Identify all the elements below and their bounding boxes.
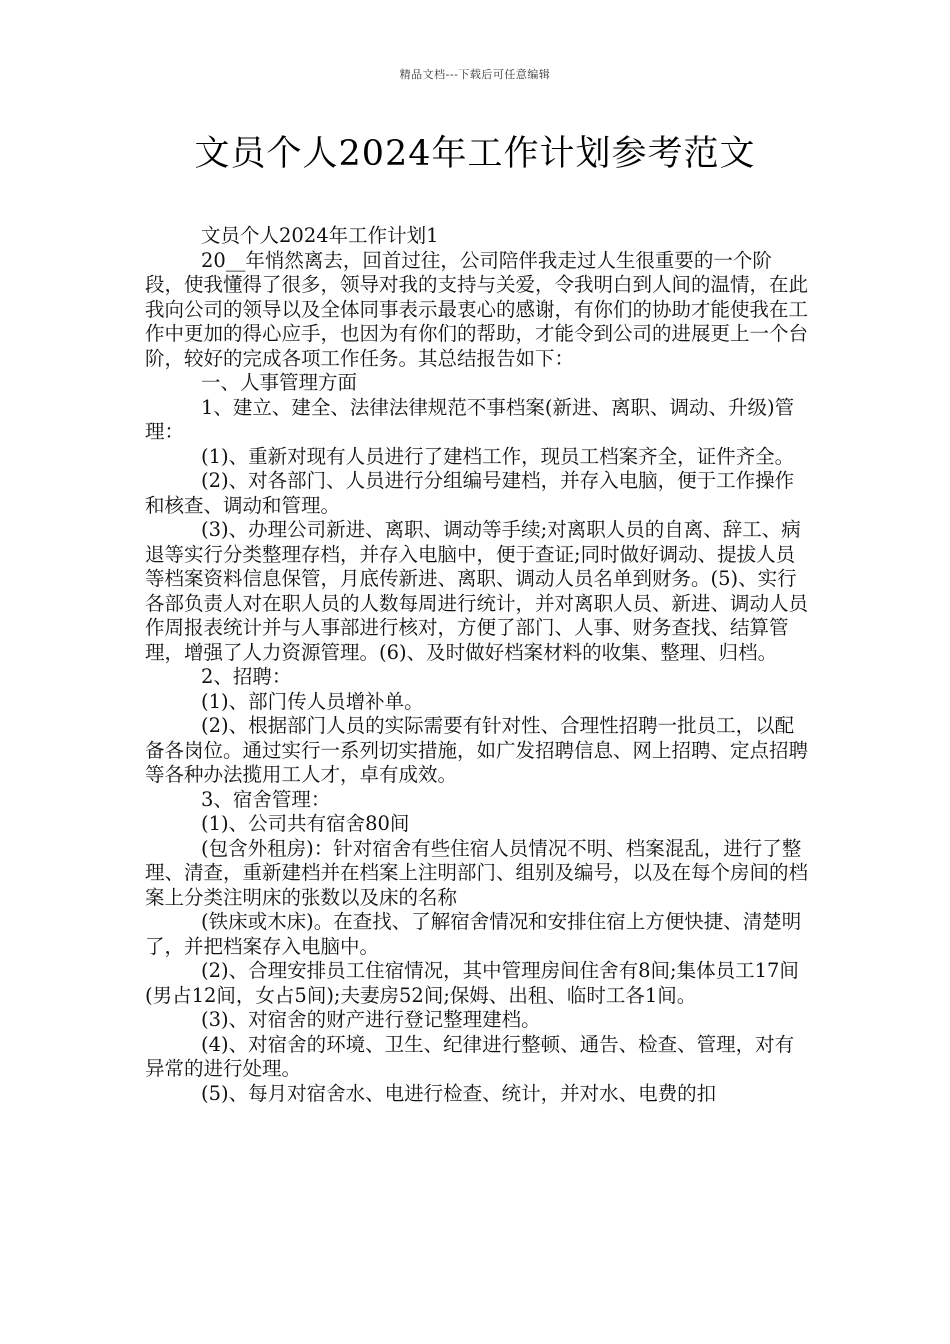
section-heading: 2、招聘： (201, 665, 292, 688)
paragraph: (包含外租房)：针对宿舍有些住宿人员情况不明、档案混乱，进行了整理、清查，重新建档并在档案上注明部门、组别及编号，以及在每个房间的档案上分类注明床的张数以及床的名称 (145, 836, 809, 909)
section-heading: 文员个人2024年工作计划1 (201, 224, 439, 247)
paragraph: (2)、根据部门人员的实际需要有针对性、合理性招聘一批员工，以配备各岗位。通过实行一系列切实措施，如广发招聘信息、网上招聘、定点招聘等各种办法揽用工人才，卓有成效。 (145, 714, 809, 786)
header-note: 精品文档---下载后可任意编辑 (399, 68, 551, 81)
section-heading: 一、人事管理方面 (201, 371, 358, 394)
document-title: 文员个人2024年工作计划参考范文 (194, 134, 756, 174)
paragraph: (2)、合理安排员工住宿情况，其中管理房间住舍有8间;集体员工17间(男占12间，女占5间);夫妻房52间;保姆、出租、临时工各1间。 (145, 959, 799, 1007)
paragraph: (铁床或木床)。在查找、了解宿舍情况和安排住宿上方便快捷、清楚明了，并把档案存入电脑中。 (145, 910, 802, 958)
paragraph: (3)、对宿舍的财产进行登记整理建档。 (201, 1008, 541, 1031)
paragraph: (3)、办理公司新进、离职、调动等手续;对离职人员的自离、辞工、病退等实行分类整理存档，并存入电脑中，便于查证;同时做好调动、提拔人员等档案资料信息保管，月底传新进、离职、调动人员名单到财务。(5)、实行各部负责人对在职人员的人数每周进行统计，并对离职人员、新进、调动人员作周报表统计并与人事部进行核对，方便了部门、人事、财务查找、结算管理，增强了人力资源管理。(6)、及时做好档案材料的收集、整理、归档。 (145, 518, 809, 664)
paragraph: (1)、部门传人员增补单。 (201, 689, 424, 713)
paragraph: 1、建立、建全、法律法律规范不事档案(新进、离职、调动、升级)管理： (145, 395, 795, 443)
paragraph: (1)、公司共有宿舍80间 (201, 812, 410, 835)
document-body (145, 224, 810, 1106)
paragraph: (1)、重新对现有人员进行了建档工作，现员工档案齐全，证件齐全。 (201, 444, 795, 468)
paragraph: (4)、对宿舍的环境、卫生、纪律进行整顿、通告、检查、管理，对有异常的进行处理。 (145, 1032, 795, 1080)
paragraph: 20__年悄然离去，回首过往，公司陪伴我走过人生很重要的一个阶段，使我懂得了很多，领导对我的支持与关爱，令我明白到人间的温情，在此我向公司的领导以及全体同事表示最衷心的感谢，有你们的协助才能使我在工作中更加的得心应手，也因为有你们的帮助，才能令到公司的进展更上一个台阶，较好的完成各项工作任务。其总结报告如下： (145, 248, 809, 370)
paragraph: (5)、每月对宿舍水、电进行检查、统计，并对水、电费的扣 (201, 1081, 717, 1105)
section-heading: 3、宿舍管理： (201, 787, 331, 811)
paragraph: (2)、对各部门、人员进行分组编号建档，并存入电脑，便于工作操作和核查、调动和管理。 (145, 469, 795, 517)
